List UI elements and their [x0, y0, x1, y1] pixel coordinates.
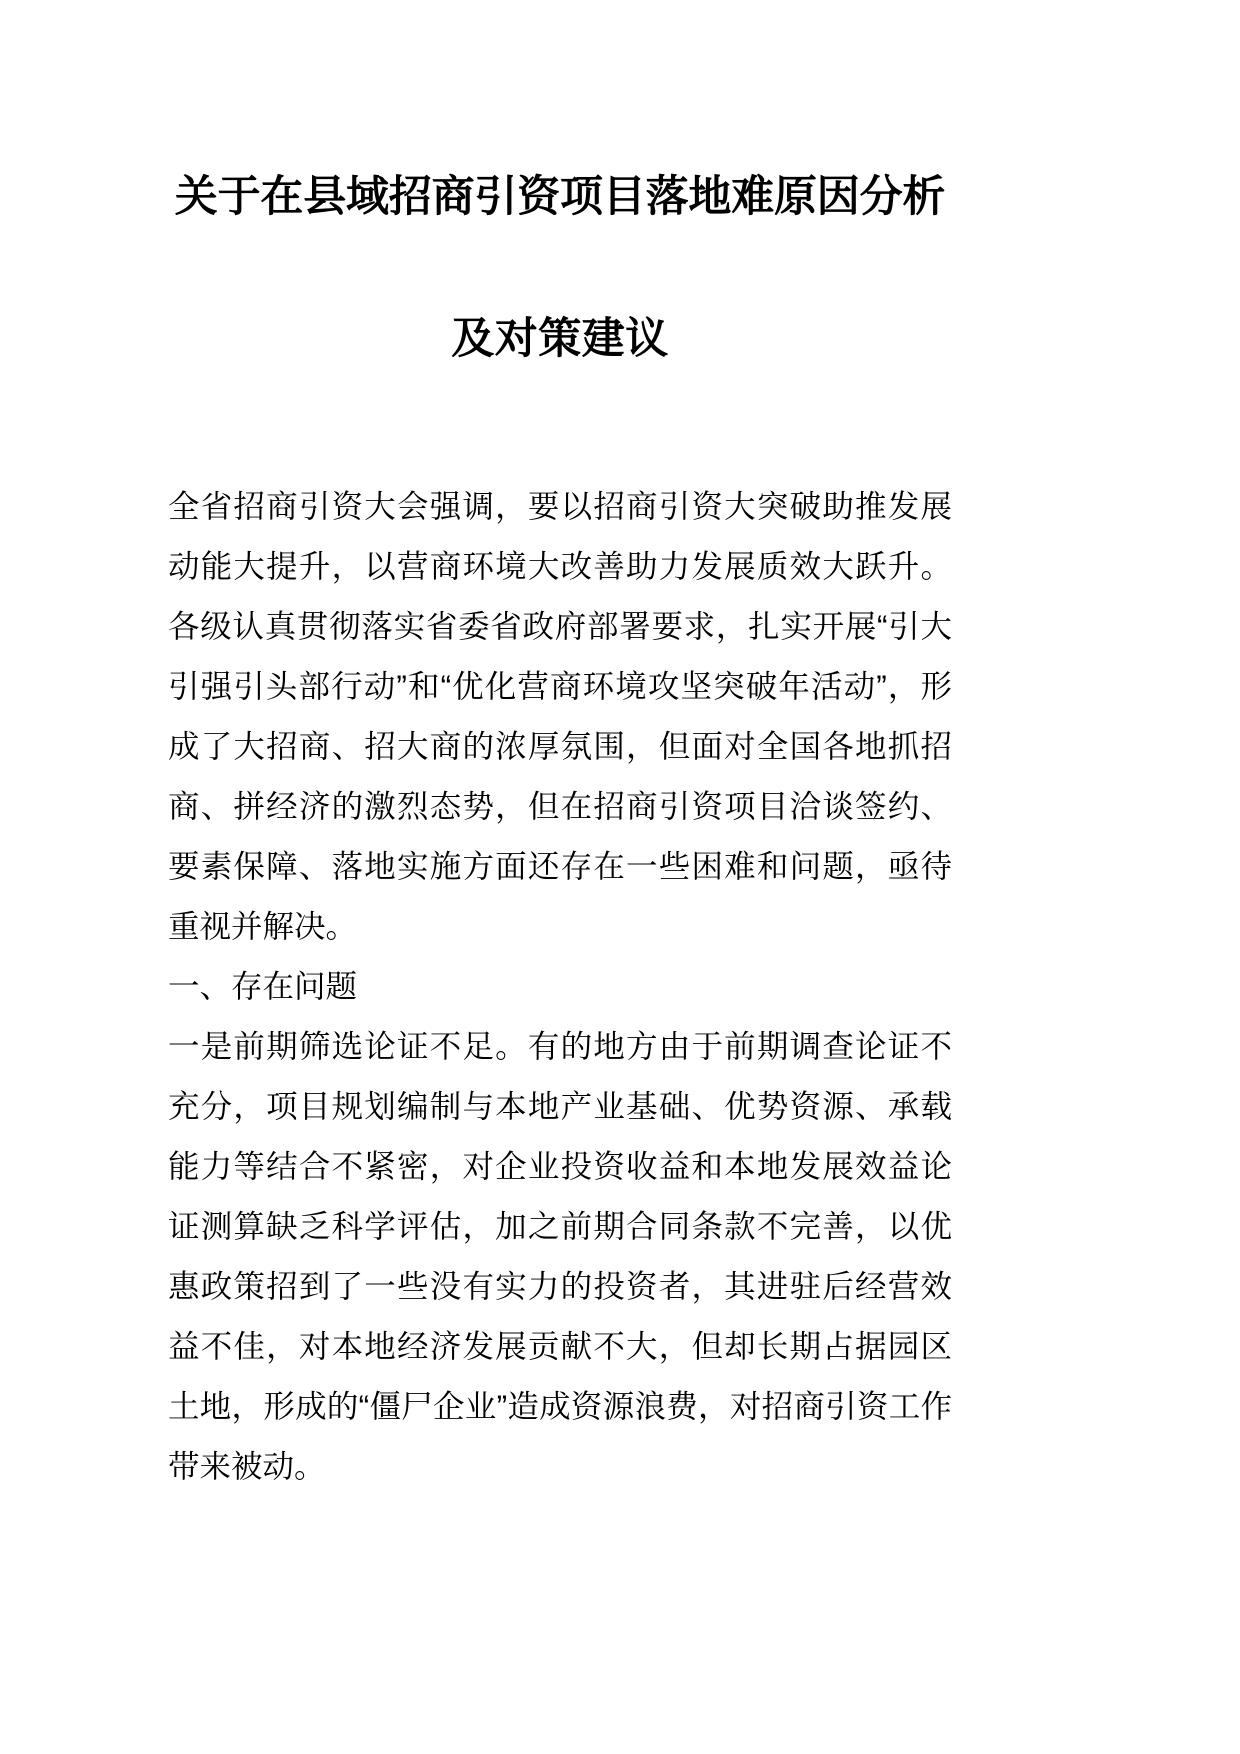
document-body	[168, 476, 952, 1496]
paragraph-problem-one: 一是前期筛选论证不足。有的地方由于前期调查论证不充分，项目规划编制与本地产业基础、优势资源、承载能力等结合不紧密，对企业投资收益和本地发展效益论证测算缺乏科学评估，加之前期合同条款不完善，以优惠政策招到了一些没有实力的投资者，其进驻后经营效益不佳，对本地经济发展贡献不大，但却长期占据园区土地，形成的“僵尸企业”造成资源浪费，对招商引资工作带来被动。	[168, 1028, 952, 1485]
document-content	[168, 0, 952, 1496]
paragraph-intro: 全省招商引资大会强调，要以招商引资大突破助推发展动能大提升，以营商环境大改善助力发展质效大跃升。各级认真贯彻落实省委省政府部署要求，扎实开展“引大引强引头部行动”和“优化营商环境攻坚突破年活动”，形成了大招商、招大商的浓厚氛围，但面对全国各地抓招商、拼经济的激烈态势，但在招商引资项目洽谈签约、要素保障、落地实施方面还存在一些困难和问题，亟待重视并解决。	[168, 488, 952, 945]
page-title	[168, 0, 952, 368]
page-title-line-1: 关于在县域招商引资项目落地难原因分析	[174, 173, 946, 221]
section-heading-existing-problems: 一、存在问题	[168, 968, 358, 1005]
page-title-line-2: 及对策建议	[451, 315, 669, 364]
